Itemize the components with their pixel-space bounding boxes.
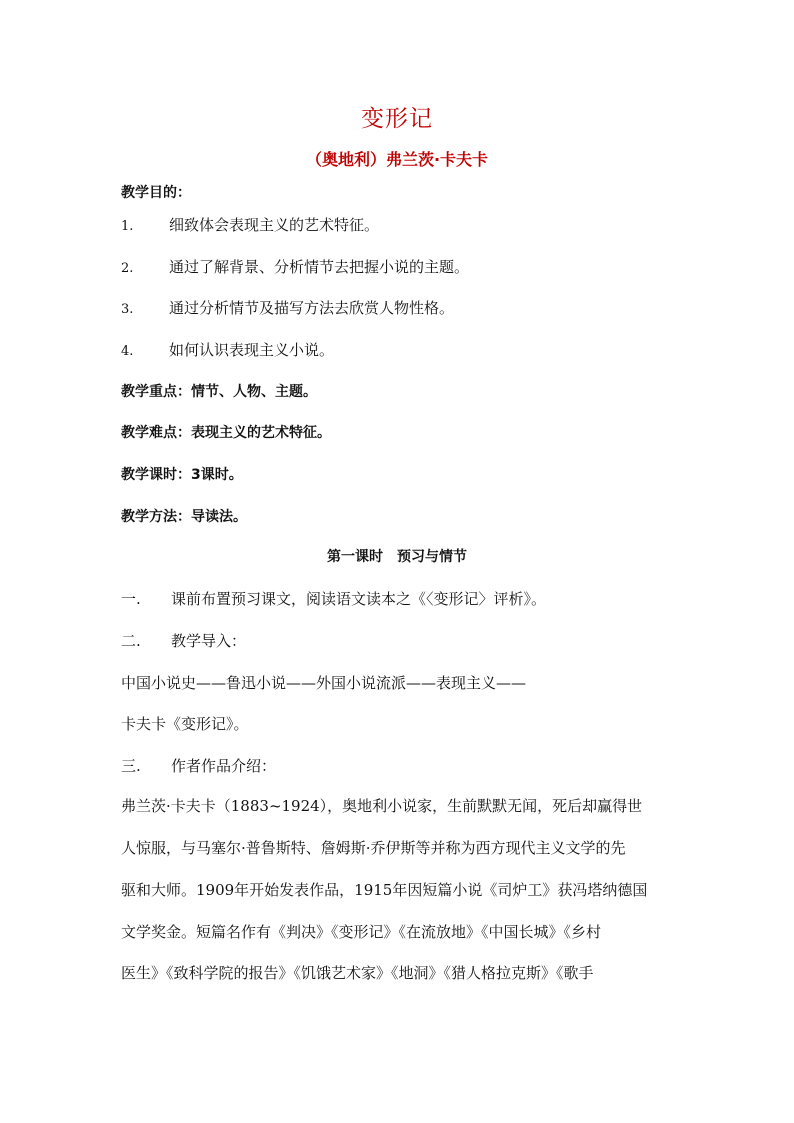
objective-number: 2.: [121, 261, 134, 276]
objective-text: 如何认识表现主义小说。: [169, 341, 335, 359]
objective-item: [121, 298, 454, 320]
document-title: 变形记: [361, 106, 433, 132]
step-text: 课前布置预习课文，阅读语文读本之《〈变形记〉评析》。: [171, 590, 547, 608]
step-item: [121, 589, 546, 609]
step-item: [121, 756, 276, 776]
author-para-line: 文学奖金。短篇名作有《判决》《变形记》《在流放地》《中国长城》《乡村: [121, 923, 602, 941]
step-text: 作者作品介绍：: [171, 757, 277, 775]
step-text: 教学导入：: [171, 632, 247, 650]
objective-number: 1.: [121, 219, 134, 234]
intro-line: 中国小说史——鲁迅小说——外国小说流派——表现主义——: [121, 674, 527, 692]
objective-item: [121, 340, 334, 362]
objective-text: 通过了解背景、分析情节去把握小说的主题。: [169, 258, 470, 276]
step-item: [121, 631, 246, 651]
objective-item: [121, 215, 379, 237]
key-points: 教学重点：情节、人物、主题。: [121, 384, 317, 400]
objectives-heading: 教学目的：: [121, 185, 191, 201]
author-para-line: 弗兰茨·卡夫卡（1883~1924），奥地利小说家，生前默默无闻，死后却赢得世: [121, 797, 643, 815]
objective-text: 细致体会表现主义的艺术特征。: [169, 216, 380, 234]
objective-number: 3.: [121, 302, 134, 317]
section-title: 第一课时 预习与情节: [327, 549, 467, 565]
intro-line: 卡夫卡《变形记》。: [121, 715, 249, 733]
step-number: 一.: [121, 590, 141, 608]
document-subtitle: （奥地利）弗兰茨·卡夫卡: [305, 150, 489, 169]
step-number: 三.: [121, 757, 141, 775]
teaching-method: 教学方法：导读法。: [121, 509, 247, 525]
objective-item: [121, 257, 469, 279]
author-para-line: 人惊服，与马塞尔·普鲁斯特、詹姆斯·乔伊斯等并称为西方现代主义文学的先: [121, 839, 626, 857]
difficulties: 教学难点：表现主义的艺术特征。: [121, 425, 331, 441]
class-hours: 教学课时：3课时。: [121, 467, 243, 483]
objective-number: 4.: [121, 344, 134, 359]
objective-text: 通过分析情节及描写方法去欣赏人物性格。: [169, 299, 455, 317]
author-para-line: 驱和大师。1909年开始发表作品，1915年因短篇小说《司炉工》获冯塔纳德国: [121, 881, 648, 899]
author-para-line: 医生》《致科学院的报告》《饥饿艺术家》《地洞》《猎人格拉克斯》《歌手: [121, 964, 594, 982]
step-number: 二.: [121, 632, 141, 650]
